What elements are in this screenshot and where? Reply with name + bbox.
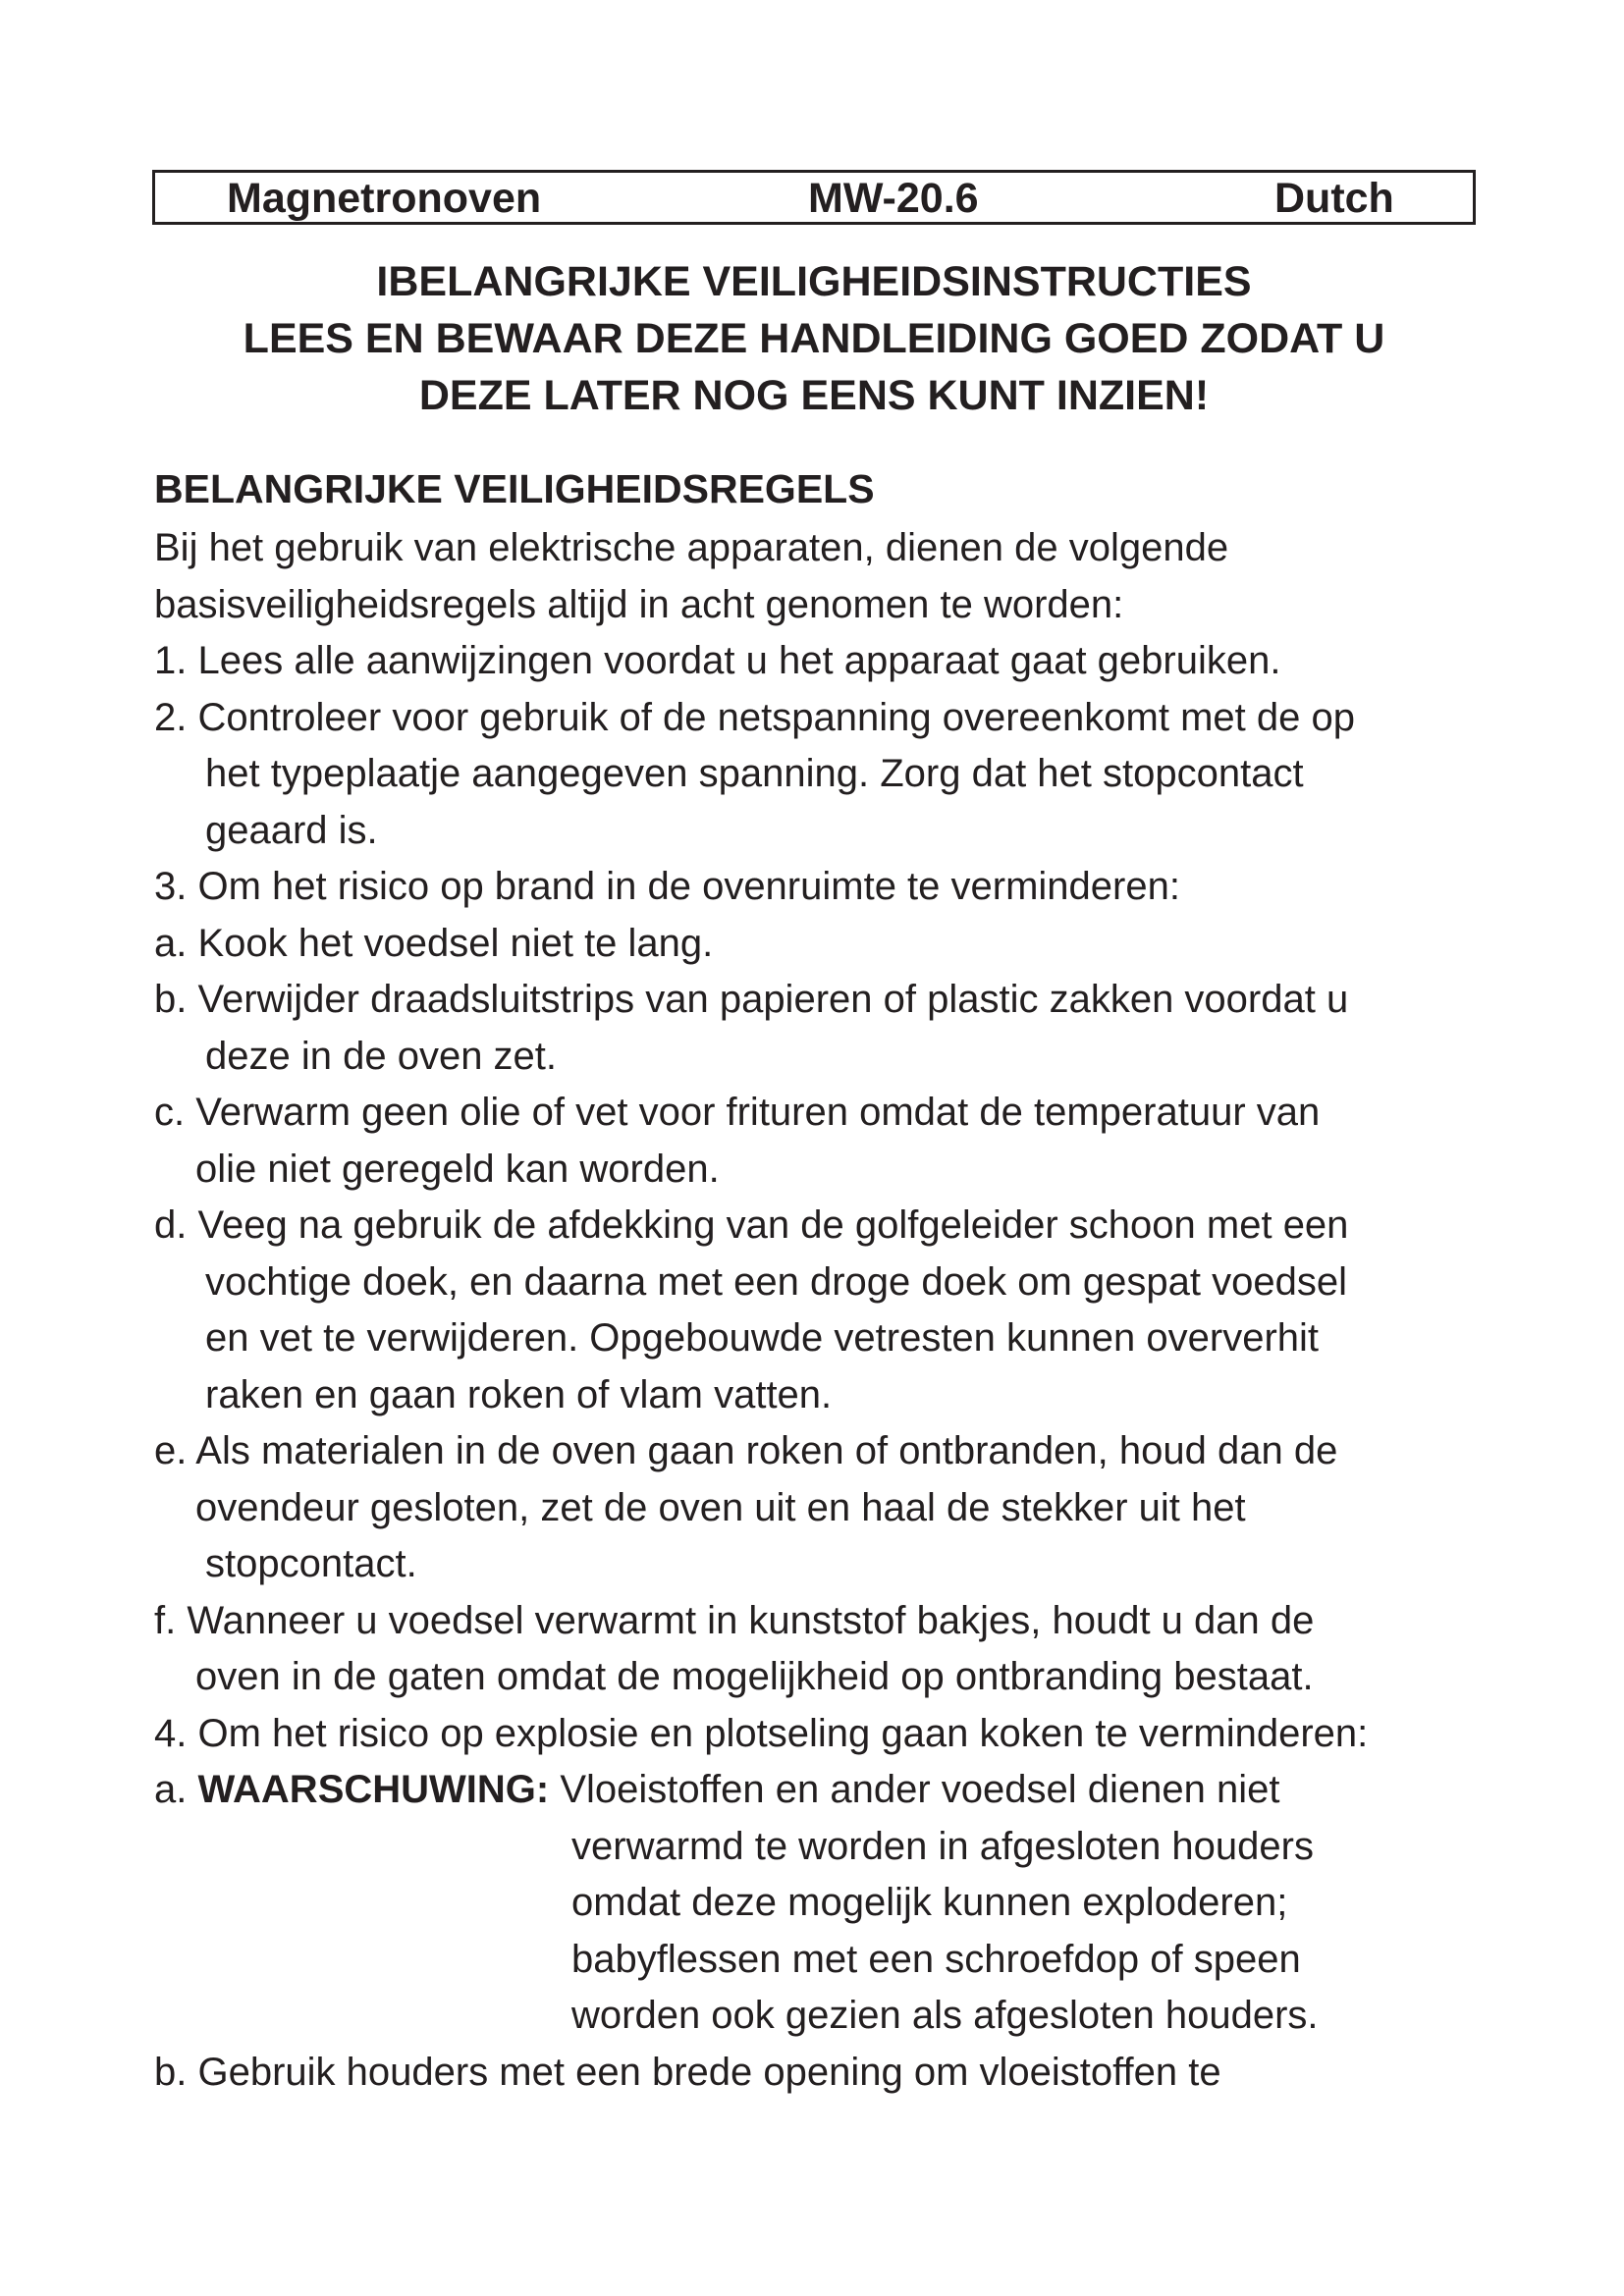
rule-3d-line: en vet te verwijderen. Opgebouwde vetresten kunnen oververhit (205, 1316, 1320, 1360)
warning-label: WAARSCHUWING: (197, 1768, 550, 1811)
rule-4: 4. Om het risico op explosie en plotseling gaan koken te verminderen: (154, 1711, 1369, 1755)
language-label: Dutch (1274, 175, 1394, 222)
rule-3d-line: vochtige doek, en daarna met een droge doek om gespat voedsel (205, 1259, 1348, 1304)
rule-3d-line: d. Veeg na gebruik de afdekking van de golfgeleider schoon met een (154, 1203, 1349, 1247)
section-heading: BELANGRIJKE VEILIGHEIDSREGELS (154, 466, 875, 511)
rule-3d-line: raken en gaan roken of vlam vatten. (205, 1372, 833, 1416)
rule-3: 3. Om het risico op brand in de ovenruimte te verminderen: (154, 865, 1180, 908)
header-box (152, 170, 1476, 225)
rule-4a-line: omdat deze mogelijk kunnen exploderen; (571, 1881, 1288, 1924)
title-line: DEZE LATER NOG EENS KUNT INZIEN! (418, 372, 1210, 419)
rule-3b-line: b. Verwijder draadsluitstrips van papieren of plastic zakken voordat u (154, 978, 1349, 1021)
rule-2-line: het typeplaatje aangegeven spanning. Zorg dat het stopcontact (205, 752, 1304, 795)
rule-1: 1. Lees alle aanwijzingen voordat u het apparaat gaat gebruiken. (154, 639, 1281, 682)
intro-line: Bij het gebruik van elektrische apparaten, dienen de volgende (154, 526, 1229, 569)
model-number: MW-20.6 (808, 175, 979, 222)
rule-2-line: geaard is. (205, 808, 378, 852)
rule-4a-line: worden ook gezien als afgesloten houders. (571, 1994, 1319, 2037)
safety-rules-list (154, 520, 1529, 2101)
product-name: Magnetronoven (227, 175, 542, 222)
rule-3c-line: olie niet geregeld kan worden. (195, 1147, 720, 1191)
warning-text: Vloeistoffen en ander voedsel dienen niet (549, 1768, 1280, 1811)
title-line: LEES EN BEWAAR DEZE HANDLEIDING GOED ZODAT U (243, 315, 1385, 362)
rule-3e-line: stopcontact. (205, 1542, 417, 1585)
rule-4b: b. Gebruik houders met een brede opening om vloeistoffen te (154, 2050, 1221, 2094)
rule-3e-line: e. Als materialen in de oven gaan roken of ontbranden, houd dan de (154, 1429, 1338, 1472)
rule-4a-line: babyflessen met een schroefdop of speen (571, 1937, 1301, 1981)
rule-4a-line (154, 1762, 1529, 1819)
intro-line: basisveiligheidsregels altijd in acht genomen te worden: (154, 582, 1124, 626)
rule-4a-line: verwarmd te worden in afgesloten houders (571, 1824, 1314, 1868)
title-block (152, 253, 1476, 424)
rule-3b-line: deze in de oven zet. (205, 1034, 558, 1078)
rule-3c-line: c. Verwarm geen olie of vet voor frituren omdat de temperatuur van (154, 1091, 1321, 1134)
rule-3f-line: oven in de gaten omdat de mogelijkheid op ontbranding bestaat. (195, 1655, 1314, 1698)
rule-4a-prefix: a. (154, 1768, 198, 1811)
rule-3a: a. Kook het voedsel niet te lang. (154, 921, 714, 965)
title-line: IBELANGRIJKE VEILIGHEIDSINSTRUCTIES (376, 258, 1252, 305)
rule-3e-line: ovendeur gesloten, zet de oven uit en haal de stekker uit het (195, 1485, 1246, 1529)
rule-2-line: 2. Controleer voor gebruik of de netspanning overeenkomt met de op (154, 695, 1355, 739)
rule-3f-line: f. Wanneer u voedsel verwarmt in kunststof bakjes, houdt u dan de (154, 1598, 1315, 1642)
